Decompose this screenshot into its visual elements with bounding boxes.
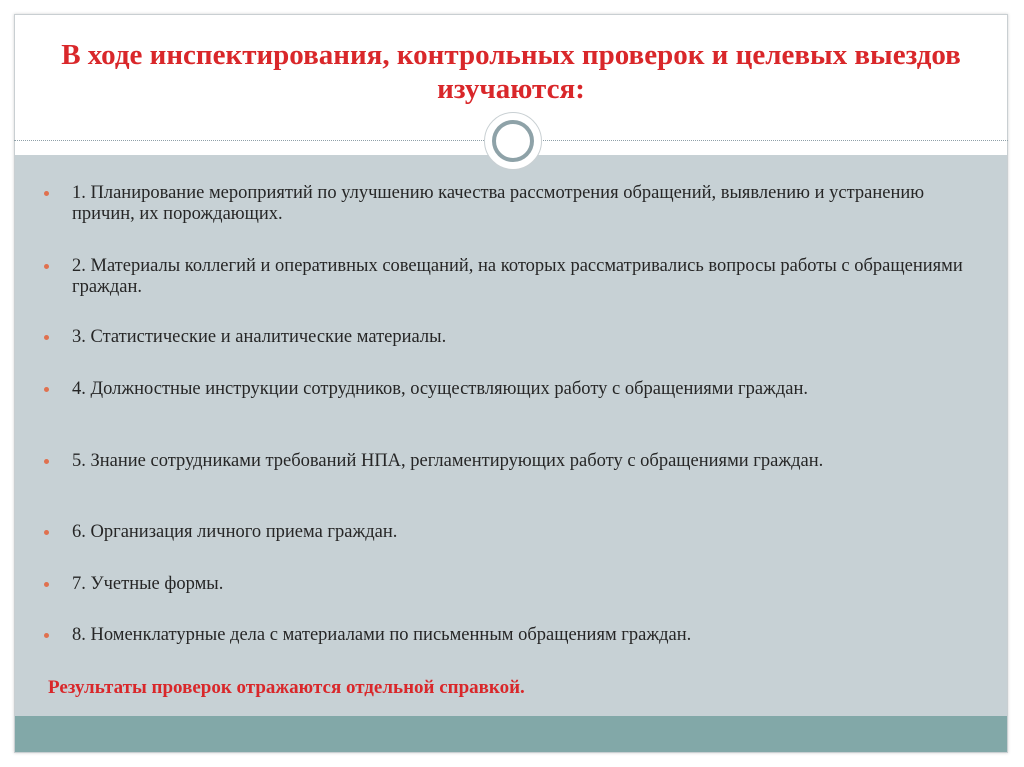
list-item bbox=[44, 451, 974, 472]
bullet-icon bbox=[44, 387, 49, 392]
footer-band bbox=[15, 716, 1007, 752]
list-item-text: 8. Номенклатурные дела с материалами по письменным обращениям граждан. bbox=[72, 625, 692, 645]
slide-title: В ходе инспектирования, контрольных проверок и целевых выездов изучаются: bbox=[61, 39, 961, 105]
list-item bbox=[44, 625, 974, 646]
list-item-text: 5. Знание сотрудниками требований НПА, регламентирующих работу с обращениями граждан. bbox=[72, 451, 824, 471]
list-item-text: 6. Организация личного приема граждан. bbox=[72, 522, 398, 542]
bullet-icon bbox=[44, 530, 49, 535]
list-item bbox=[44, 379, 974, 400]
list-item bbox=[44, 256, 974, 298]
bullet-icon bbox=[44, 459, 49, 464]
bullet-icon bbox=[44, 264, 49, 269]
list-item-text: 1. Планирование мероприятий по улучшению качества рассмотрения обращений, выявлению и устранению причин, их порождающих. bbox=[72, 183, 925, 224]
list-item-text: 2. Материалы коллегий и оперативных совещаний, на которых рассматривались вопросы работы с обращениями граждан. bbox=[72, 256, 963, 297]
conclusion-text: Результаты проверок отражаются отдельной справкой. bbox=[48, 677, 525, 698]
ring-ornament-icon bbox=[484, 112, 542, 170]
bullet-icon bbox=[44, 191, 49, 196]
bullet-icon bbox=[44, 335, 49, 340]
list-item bbox=[44, 183, 974, 225]
list-item bbox=[44, 574, 974, 595]
list-item bbox=[44, 327, 974, 348]
list-item bbox=[44, 522, 974, 543]
bullet-icon bbox=[44, 633, 49, 638]
list-item-text: 3. Статистические и аналитические материалы. bbox=[72, 327, 447, 347]
list-item-text: 7. Учетные формы. bbox=[72, 574, 224, 594]
list-item-text: 4. Должностные инструкции сотрудников, осуществляющих работу с обращениями граждан. bbox=[72, 379, 808, 399]
bullet-icon bbox=[44, 582, 49, 587]
